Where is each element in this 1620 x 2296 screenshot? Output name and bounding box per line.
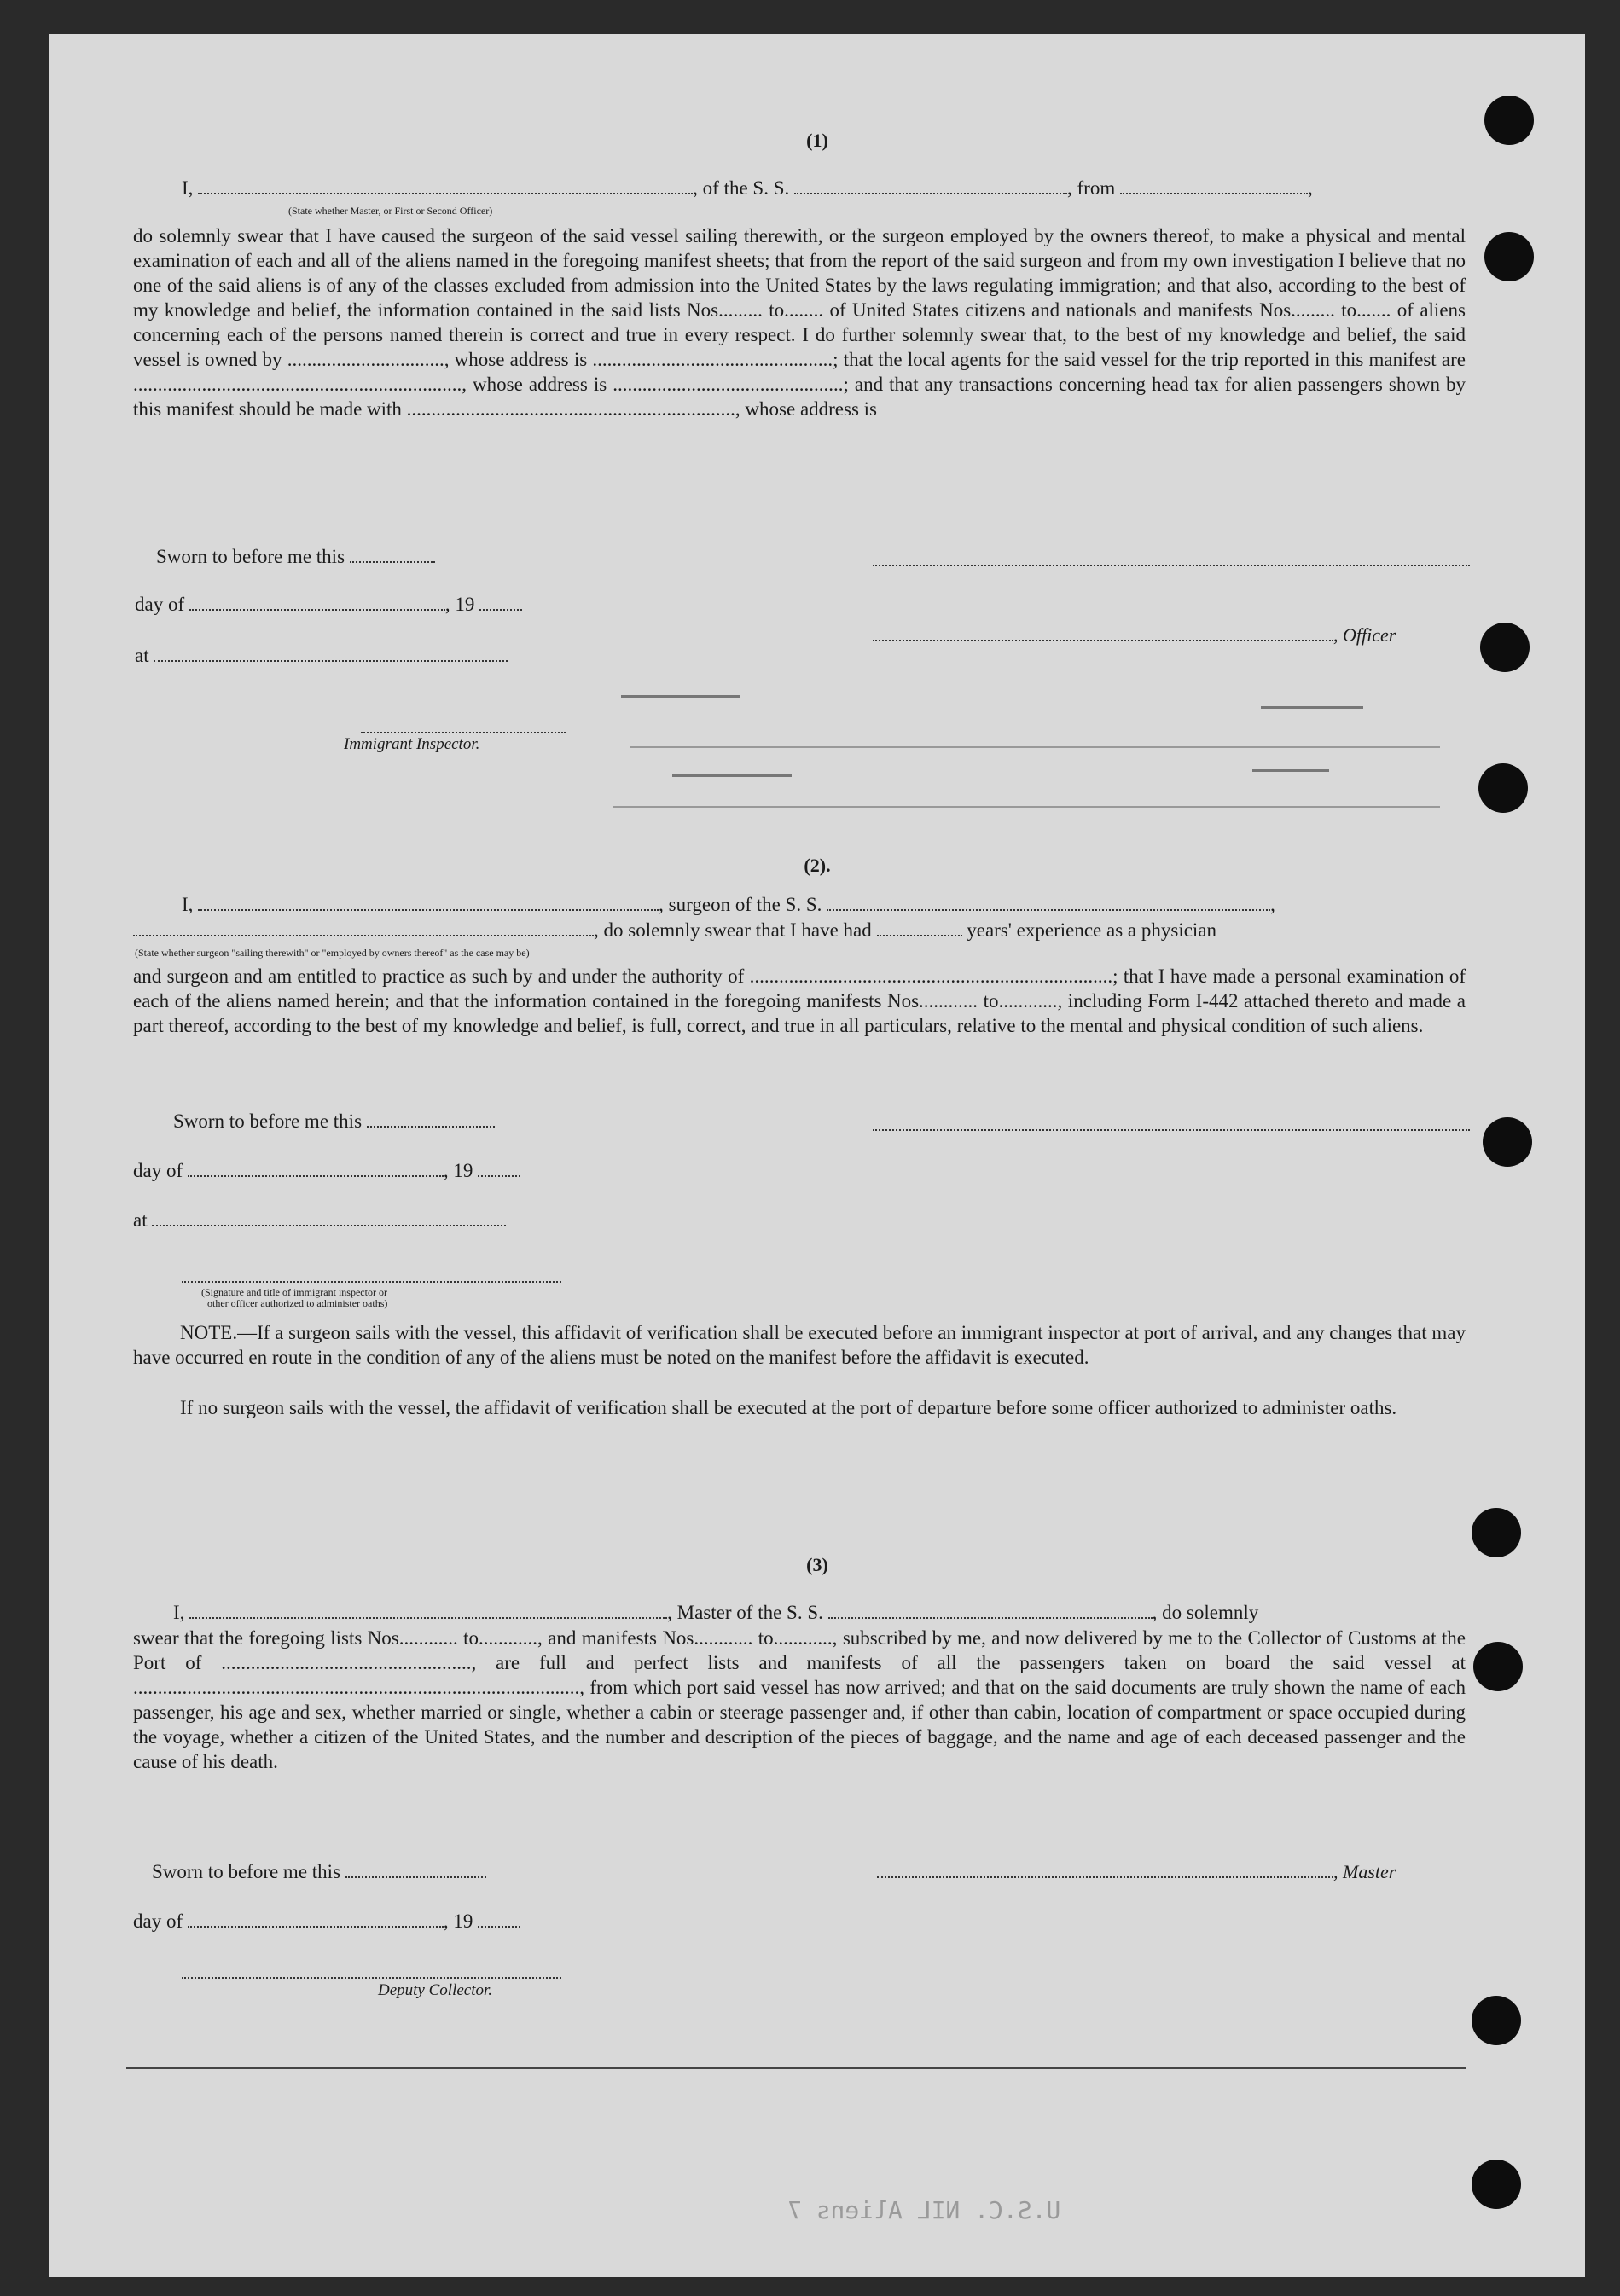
bleed-through-mark — [613, 806, 1440, 808]
mid-text: , of the S. S. — [693, 177, 790, 199]
punch-hole — [1478, 763, 1528, 813]
sig-note-line-1: (Signature and title of immigrant inspector or — [201, 1286, 387, 1298]
inspector-label: Immigrant Inspector. — [344, 735, 480, 753]
bleed-through-mark — [621, 695, 740, 698]
inspector-sig-line — [361, 732, 566, 733]
section-2-line-1: I, , surgeon of the S. S. , — [182, 894, 1275, 915]
bleed-through-mark — [672, 774, 792, 777]
section-2-heading: (2). — [804, 855, 831, 876]
sig-note-line-2: other officer authorized to administer oaths) — [207, 1297, 388, 1309]
collector-sig-line — [182, 1977, 561, 1979]
master-name-field — [198, 177, 693, 194]
section-3-body: swear that the foregoing lists Nos............ to............, and manifests Nos............ to............, subscribed by me, and now delivered by me to the Collector of Customs at the Port of ..................................................., are full and perfect lists and manifests of all the passengers taken on board the said vessel at ..........................................................................................., from which port said vessel has now arrived; and that on the said documents are truly shown the name of each passenger, his age and sex, whether married or single, whether a cabin or steerage passenger and, if other than cabin, location of compartment or space occupied during the voyage, whether a citizen of the United States, and the number and description of the pieces of baggage, and the name and age of each deceased passenger and the cause of his death. — [133, 1627, 1466, 1772]
section-3-sworn: Sworn to before me this — [152, 1861, 486, 1883]
section-1-sig-line — [873, 565, 1470, 566]
footer-stamp: U.S.C. NIL Aliens 7 — [787, 2196, 1061, 2224]
punch-hole — [1473, 1642, 1523, 1691]
section-1-at: at — [135, 645, 508, 667]
section-2-note: (State whether surgeon "sailing therewith" or "employed by owners thereof" as the case may be) — [135, 947, 530, 959]
section-2-sworn: Sworn to before me this — [173, 1110, 495, 1133]
section-1-body: do solemnly swear that I have caused the surgeon of the said vessel sailing therewith, or the surgeon employed by the owners thereof, to make a physical and mental examination of each and all of the aliens named in the foregoing manifest sheets; that from the report of the said surgeon and from my own investigation I believe that no one of the said aliens is of any of the classes excluded from admission into the United States by the laws regulating immigration; and that also, according to the best of my knowledge and belief, the information contained in the said lists Nos......... to........ of United States citizens and nationals and manifests Nos......... to....... of aliens concerning each of the persons named therein is correct and true in every respect. I do further solemnly swear that, to the best of my knowledge and belief, the said vessel is owned by ................................, whose address is .................................................; that the local agents for the said vessel for the trip reported in this manifest are ..................................................................., whose address is ...............................................; and that any transactions concerning head tax for alien passengers shown by this manifest should be made with ..................................................................., whose address is — [133, 225, 1466, 420]
bleed-through-mark — [1252, 769, 1329, 772]
bottom-separator — [126, 2067, 1466, 2069]
from-field — [1120, 177, 1308, 194]
punch-hole — [1472, 2160, 1521, 2209]
vessel-name-field — [794, 177, 1067, 194]
section-1-line-1: I, , of the S. S. , from , — [182, 177, 1313, 199]
section-3-day: day of , 19 — [133, 1910, 520, 1933]
document-page — [49, 34, 1585, 2277]
section-2-day: day of , 19 — [133, 1160, 520, 1182]
prefix-text: I, — [182, 177, 194, 199]
note-paragraph-2: If no surgeon sails with the vessel, the affidavit of verification shall be executed at the port of departure before some officer authorized to administer oaths. — [180, 1397, 1397, 1418]
section-2-at: at — [133, 1209, 506, 1232]
punch-hole — [1484, 232, 1534, 281]
note-paragraph-1: NOTE.—If a surgeon sails with the vessel, this affidavit of verification shall be executed before an immigrant inspector at port of arrival, and any changes that may have occurred en route in the condition of any of the aliens must be noted on the manifest before the affidavit is executed. — [133, 1322, 1466, 1368]
section-1-sworn: Sworn to before me this — [156, 546, 435, 568]
section-3-heading: (3) — [806, 1554, 828, 1575]
section-1-day: day of , 19 — [135, 594, 522, 616]
punch-hole — [1480, 623, 1530, 672]
punch-hole — [1472, 1508, 1521, 1557]
section-2-body: and surgeon and am entitled to practice as such by and under the authority of ..........................................................................; that I have made a personal examination of each of the aliens named herein; and that the information contained in the foregoing manifests Nos............ to............, including Form I-442 attached thereto and made a part thereof, according to the best of my knowledge and belief, is full, correct, and true in all particulars, relative to the mental and physical condition of such aliens. — [133, 965, 1466, 1036]
punch-hole — [1484, 96, 1534, 145]
bleed-through-mark — [630, 746, 1440, 748]
end-text: , from — [1067, 177, 1116, 199]
punch-hole — [1483, 1117, 1532, 1167]
collector-label: Deputy Collector. — [378, 1981, 493, 1999]
section-2-line-2: , do solemnly swear that I have had years' experience as a physician — [133, 919, 1216, 942]
section-2-sig-line — [873, 1129, 1470, 1131]
section-3-line-1: I, , Master of the S. S. , do solemnly — [173, 1602, 1259, 1623]
section-1-note: (State whether Master, or First or Second Officer) — [288, 205, 493, 217]
bleed-through-mark — [1261, 706, 1363, 709]
section-2-inspector-sig-line — [182, 1281, 561, 1283]
section-3-master: , Master — [877, 1861, 1396, 1883]
punch-hole — [1472, 1996, 1521, 2045]
section-1-heading: (1) — [806, 130, 828, 151]
section-1-officer: , Officer — [873, 624, 1396, 646]
